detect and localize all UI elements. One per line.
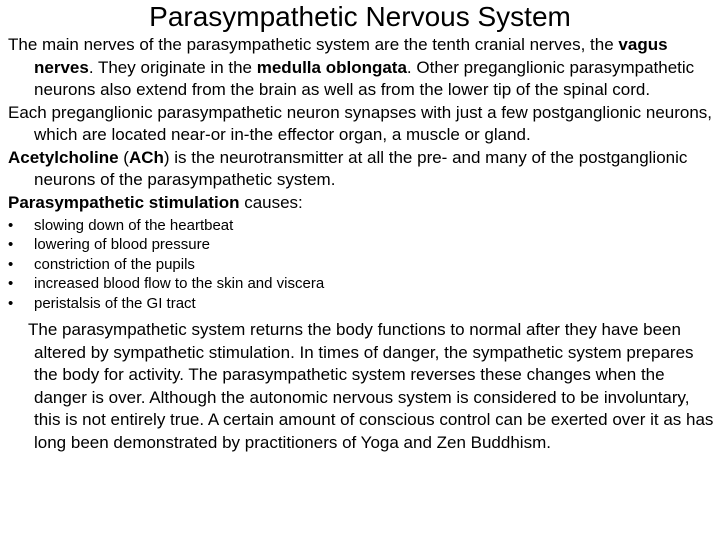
paragraph-vagus-nerves <box>8 34 716 102</box>
list-item-text: peristalsis of the GI tract <box>34 294 196 312</box>
paragraph-acetylcholine <box>8 147 716 192</box>
list-item <box>8 294 716 313</box>
paragraph-preganglionic: Each preganglionic parasympathetic neuron synapses with just a few postganglionic neurons, which are located near-or in-the effector organ, a muscle or gland. <box>8 102 713 144</box>
list-item-text: increased blood flow to the skin and viscera <box>34 275 325 293</box>
paragraph-stimulation-causes <box>8 192 716 215</box>
term-ach: ACh <box>128 147 164 167</box>
list-item <box>8 274 716 293</box>
term-vagus-nerves: vagus nerves <box>34 35 668 77</box>
p3-text-d: ) is the neurotransmitter at all the pre- and many of the postganglionic neurons of the parasympathetic system. <box>34 147 688 189</box>
p1-text-a: The main nerves of the parasympathetic system are the tenth cranial nerves, the <box>8 35 619 54</box>
term-acetylcholine: Acetylcholine <box>8 147 119 167</box>
bullet-icon: • <box>8 255 14 273</box>
effects-list <box>8 216 716 313</box>
bullet-icon: • <box>8 294 14 312</box>
p1-text-c: . They originate in the <box>88 57 257 77</box>
list-item-text: lowering of blood pressure <box>34 236 210 254</box>
p4-text-b: causes: <box>239 192 303 212</box>
slide-body <box>8 34 716 454</box>
list-item <box>8 255 716 274</box>
list-item-text: slowing down of the heartbeat <box>34 217 234 234</box>
bullet-icon: • <box>8 275 14 293</box>
bullet-icon: • <box>8 217 14 234</box>
list-item <box>8 235 716 254</box>
term-parasympathetic-stimulation: Parasympathetic stimulation <box>8 192 240 212</box>
paragraph-closing: The parasympathetic system returns the body functions to normal after they have been altered by sympathetic stimulation. In times of danger, the sympathetic system prepares the body for activity. The parasympathetic system reverses these changes when the danger is over. Although the autonomic nervous system is considered to be involuntary, this is not entirely true. A certain amount of conscious control can be exerted over it as has long been demonstrated by practitioners of Yoga and Zen Buddhism. <box>28 320 714 452</box>
list-item <box>8 216 716 235</box>
list-item-text: constriction of the pupils <box>34 255 195 273</box>
p3-text-b: ( <box>118 147 129 167</box>
p1-text-e: . Other preganglionic parasympathetic neurons also extend from the brain as well as from the lower tip of the spinal cord. <box>34 57 695 99</box>
term-medulla-oblongata: medulla oblongata <box>256 57 407 77</box>
bullet-icon: • <box>8 236 14 254</box>
slide-title: Parasympathetic Nervous System <box>149 1 571 32</box>
